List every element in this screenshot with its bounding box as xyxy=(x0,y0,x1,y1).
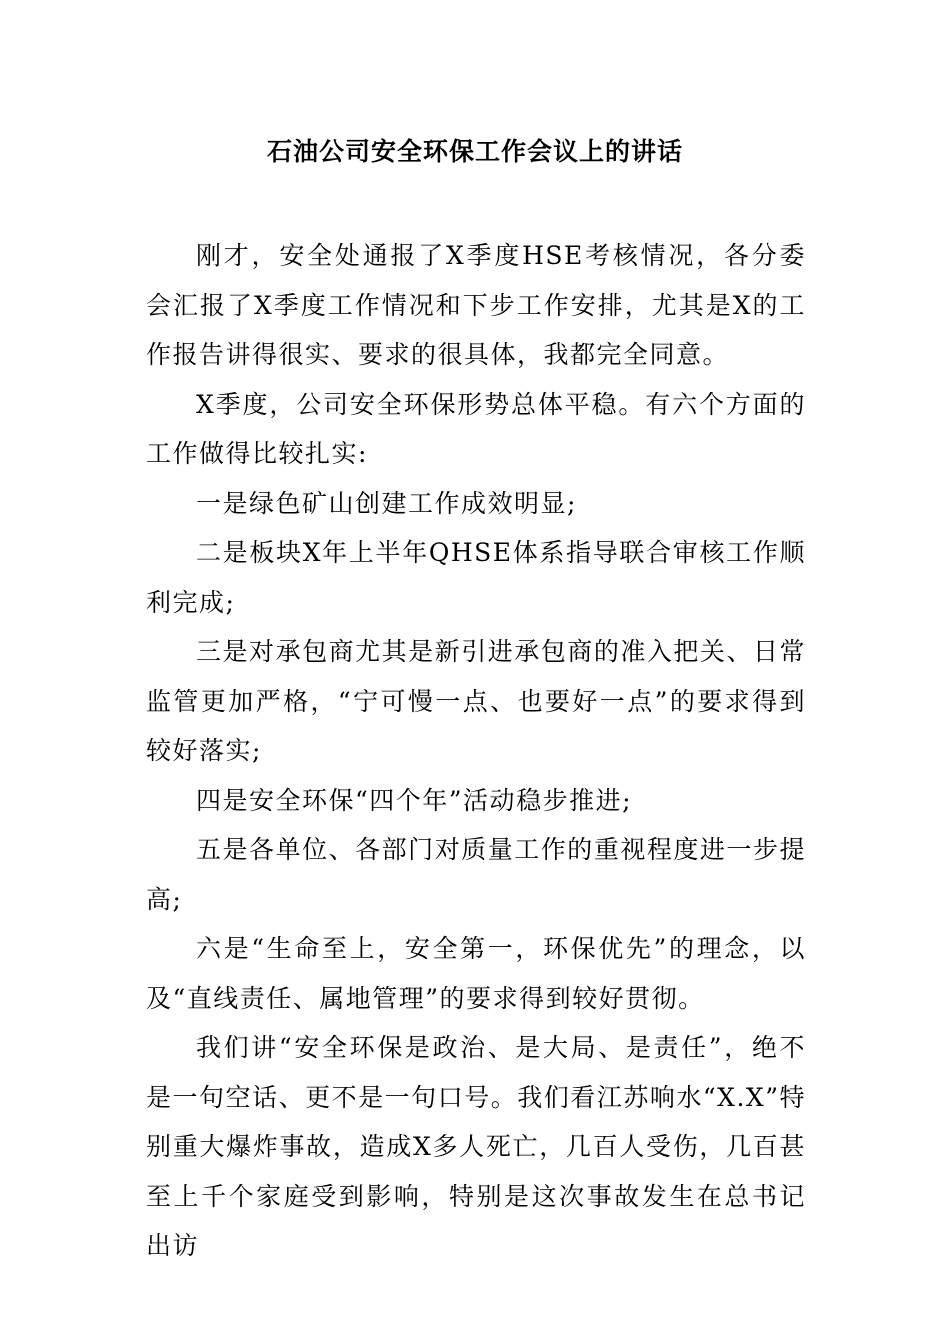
paragraph: 刚才，安全处通报了X季度HSE考核情况，各分委会汇报了X季度工作情况和下步工作安排，尤其是X的工作报告讲得很实、要求的很具体，我都完全同意。 xyxy=(146,241,806,369)
paragraph: 五是各单位、各部门对质量工作的重视程度进一步提高; xyxy=(146,835,806,914)
paragraph: 我们讲“安全环保是政治、是大局、是责任”，绝不是一句空话、更不是一句口号。我们看江苏响水“X.X”特别重大爆炸事故，造成X多人死亡，几百人受伤，几百甚至上千个家庭受到影响，特别是这次事故发生在总书记出访 xyxy=(146,1033,806,1260)
document-title: 石油公司安全环保工作会议上的讲话 xyxy=(266,137,683,166)
document-body xyxy=(146,231,806,1271)
paragraph: 二是板块X年上半年QHSE体系指导联合审核工作顺利完成; xyxy=(146,538,806,617)
paragraph: 四是安全环保“四个年”活动稳步推进; xyxy=(196,785,632,815)
paragraph: X季度，公司安全环保形势总体平稳。有六个方面的工作做得比较扎实: xyxy=(146,389,806,468)
paragraph: 六是“生命至上，安全第一，环保优先”的理念，以及“直线责任、属地管理”的要求得到较好贯彻。 xyxy=(146,934,806,1013)
paragraph: 三是对承包商尤其是新引进承包商的准入把关、日常监管更加严格，“宁可慢一点、也要好一点”的要求得到较好落实; xyxy=(146,637,806,765)
paragraph: 一是绿色矿山创建工作成效明显; xyxy=(196,488,577,518)
